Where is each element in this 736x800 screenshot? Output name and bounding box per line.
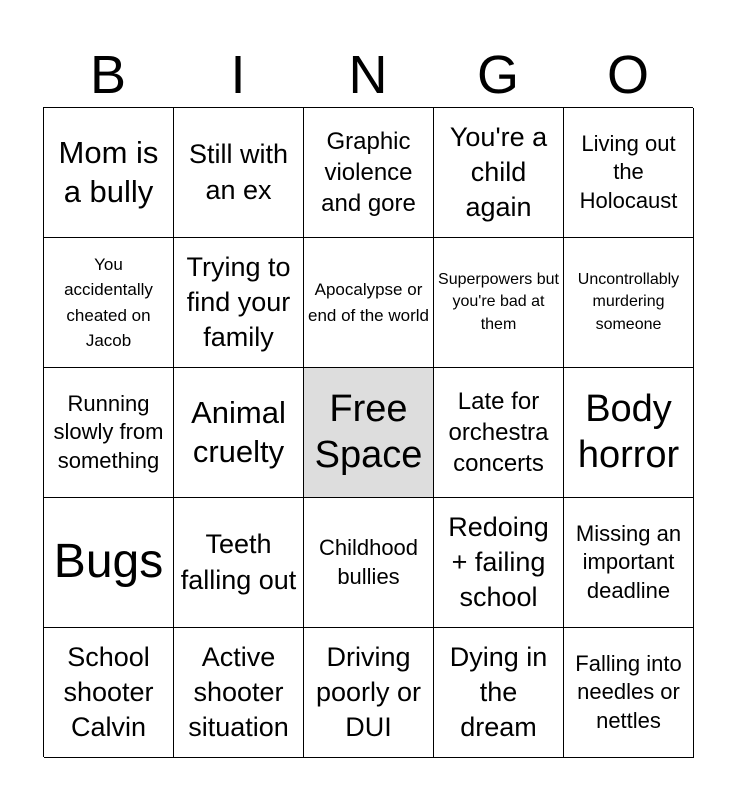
bingo-cell-label: Graphic violence and gore [321, 127, 416, 218]
bingo-cell-r1-c2[interactable] [174, 108, 304, 238]
bingo-cell-label: Bugs [53, 535, 164, 589]
bingo-cell-label: Active shooter situation [188, 641, 289, 743]
bingo-cell-label: Animal cruelty [191, 394, 286, 469]
bingo-cell-label: Redoing + failing school [448, 511, 549, 613]
bingo-cell-label: You accidentally cheated on Jacob [64, 254, 153, 350]
bingo-cell-r2-c5[interactable] [564, 238, 694, 368]
bingo-cell-label: Trying to find your family [186, 251, 291, 353]
bingo-cell-label: Living out the Holocaust [579, 130, 678, 213]
bingo-cell-r1-c4[interactable] [434, 108, 564, 238]
bingo-cell-label: Falling into needles or nettles [575, 650, 682, 733]
bingo-cell-label: School shooter Calvin [63, 641, 154, 743]
bingo-grid [43, 107, 693, 757]
bingo-cell-r3-c4[interactable] [434, 368, 564, 498]
header-letter-o: O [606, 45, 649, 105]
bingo-cell-label: Free Space [314, 387, 423, 476]
bingo-cell-label: Still with an ex [188, 139, 289, 205]
bingo-cell-r5-c1[interactable] [44, 628, 174, 758]
bingo-cell-label: Mom is a bully [58, 134, 159, 209]
bingo-cell-label: Superpowers but you're bad at them [438, 270, 559, 333]
bingo-cell-r2-c4[interactable] [434, 238, 564, 368]
bingo-cell-label: Dying in the dream [449, 641, 548, 743]
header-letter-g: G [476, 45, 519, 105]
bingo-cell-label: Late for orchestra concerts [448, 387, 549, 478]
header-letter-n: N [348, 45, 388, 105]
bingo-cell-label: You're a child again [449, 121, 548, 223]
bingo-cell-r1-c5[interactable] [564, 108, 694, 238]
bingo-cell-r3-c2[interactable] [174, 368, 304, 498]
bingo-cell-label: Uncontrollably murdering someone [577, 270, 680, 333]
header-letter-i: I [230, 45, 246, 105]
bingo-cell-r2-c1[interactable] [44, 238, 174, 368]
header-letter-b: B [89, 45, 127, 105]
bingo-header [43, 45, 693, 105]
bingo-cell-r4-c2[interactable] [174, 498, 304, 628]
bingo-cell-r4-c4[interactable] [434, 498, 564, 628]
free-space-cell[interactable] [304, 368, 434, 498]
bingo-cell-label: Body horror [577, 387, 680, 476]
bingo-cell-r4-c5[interactable] [564, 498, 694, 628]
bingo-cell-label: Teeth falling out [180, 529, 297, 595]
bingo-cell-r5-c5[interactable] [564, 628, 694, 758]
bingo-cell-r5-c3[interactable] [304, 628, 434, 758]
bingo-cell-r3-c5[interactable] [564, 368, 694, 498]
bingo-cell-label: Running slowly from something [53, 390, 164, 473]
bingo-cell-r4-c3[interactable] [304, 498, 434, 628]
bingo-cell-label: Driving poorly or DUI [315, 641, 422, 743]
bingo-cell-r5-c2[interactable] [174, 628, 304, 758]
bingo-cell-label: Childhood bullies [318, 534, 419, 589]
bingo-cell-label: Missing an important deadline [575, 520, 682, 603]
bingo-cell-r3-c1[interactable] [44, 368, 174, 498]
bingo-cell-r1-c3[interactable] [304, 108, 434, 238]
bingo-cell-r5-c4[interactable] [434, 628, 564, 758]
bingo-cell-label: Apocalypse or end of the world [308, 280, 429, 325]
bingo-cell-r4-c1[interactable] [44, 498, 174, 628]
bingo-cell-r2-c2[interactable] [174, 238, 304, 368]
bingo-cell-r1-c1[interactable] [44, 108, 174, 238]
bingo-cell-r2-c3[interactable] [304, 238, 434, 368]
